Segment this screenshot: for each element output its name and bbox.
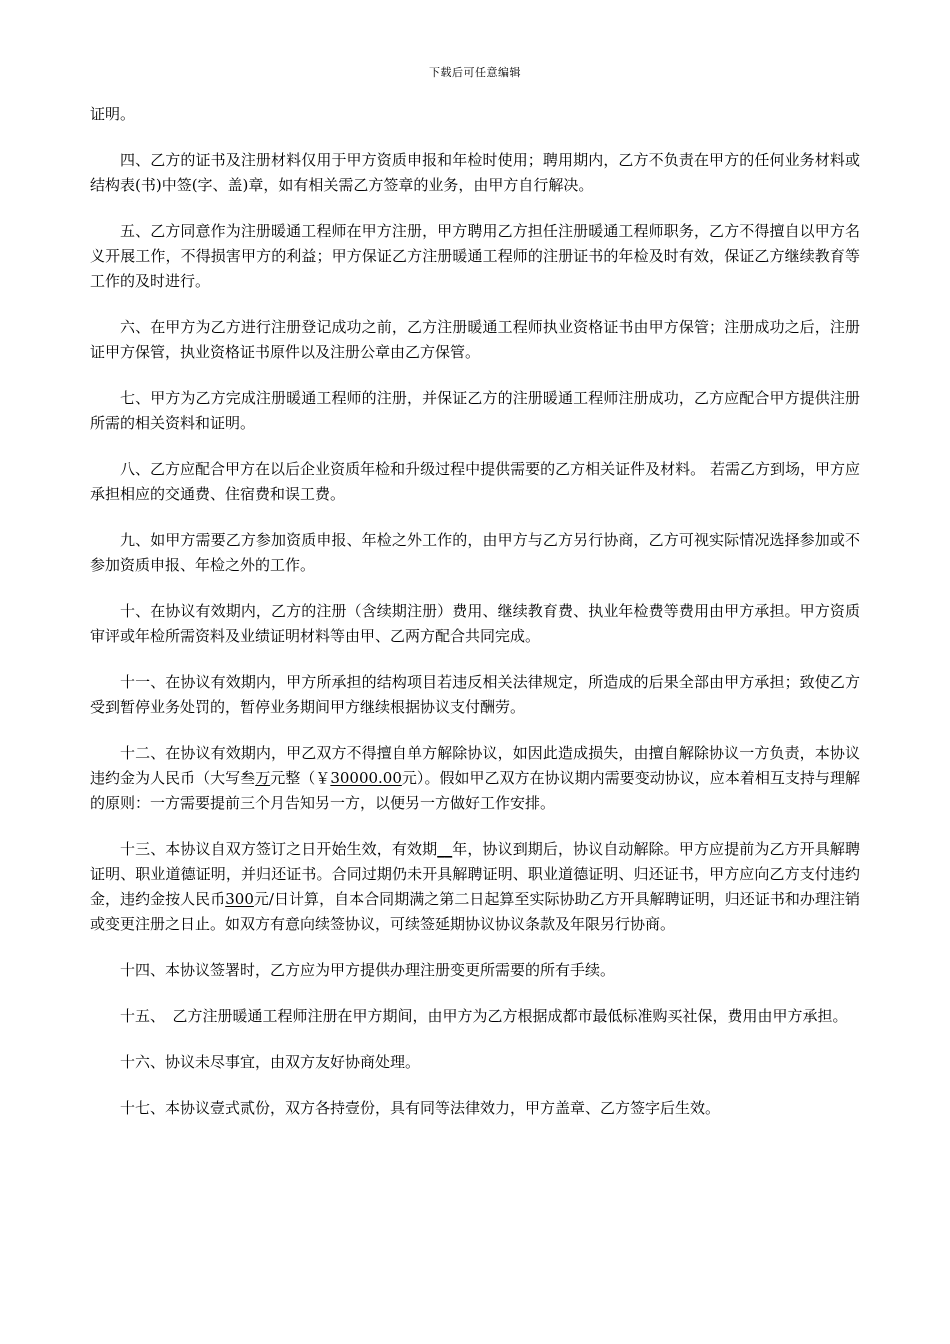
clause-16: 十六、协议未尽事宜，由双方友好协商处理。 <box>120 1053 421 1071</box>
clause-13-text: 年，协议到期后，协议自动解除。甲方应提前为乙方开具解聘证明、职业道德证明，并归还证书。合同过期仍未开具解聘证明、职业道德证明、归还证书，甲方应向乙方支付违约金，违约金按人民币 <box>90 840 860 908</box>
penalty-unit-blank: 万 <box>255 769 271 787</box>
clause-12-text: 元整（￥ <box>270 769 331 787</box>
validity-years-blank: __ <box>437 840 453 858</box>
clause-4: 四、乙方的证书及注册材料仅用于甲方资质申报和年检时使用；聘用期内，乙方不负责在甲方的任何业务材料或结构表(书)中签(字、盖)章，如有相关需乙方签章的业务，由甲方自行解决。 <box>90 151 860 194</box>
paragraph-continuation: 证明。 <box>90 105 136 123</box>
clause-14: 十四、本协议签署时，乙方应为甲方提供办理注册变更所需要的所有手续。 <box>120 961 616 979</box>
page-header: 下载后可任意编辑 <box>429 66 521 79</box>
clause-12-text: 元）。假如甲乙双方在协议期内需要变动协议，应本着相互支持与理解的原则：一方需要提前三个月告知另一方，以便另一方做好工作安排。 <box>90 769 860 812</box>
clause-5: 五、乙方同意作为注册暖通工程师在甲方注册，甲方聘用乙方担任注册暖通工程师职务，乙方不得擅自以甲方名义开展工作，不得损害甲方的利益；甲方保证乙方注册暖通工程师的注册证书的年检及时有效，保证乙方继续教育等工作的及时进行。 <box>90 222 860 290</box>
clause-6: 六、在甲方为乙方进行注册登记成功之前，乙方注册暖通工程师执业资格证书由甲方保管；注册成功之后，注册证甲方保管，执业资格证书原件以及注册公章由乙方保管。 <box>90 318 860 361</box>
clause-13-text: 十三、本协议自双方签订之日开始生效，有效期 <box>120 840 438 858</box>
clause-17: 十七、本协议壹式贰份，双方各持壹份，具有同等法律效力，甲方盖章、乙方签字后生效。 <box>120 1099 721 1117</box>
clause-7: 七、甲方为乙方完成注册暖通工程师的注册，并保证乙方的注册暖通工程师注册成功，乙方应配合甲方提供注册所需的相关资料和证明。 <box>90 389 860 432</box>
daily-penalty-blank: 300 <box>225 890 254 908</box>
clause-12-text: 十二、在协议有效期内，甲乙双方不得擅自单方解除协议，如因此造成损失，由擅自解除协议一方负责，本协议违约金为人民币（大写叁 <box>90 744 860 787</box>
clause-13-text: 元/日计算，自本合同期满之第二日起算至实际协助乙方开具解聘证明，归还证书和办理注销或变更注册之日止。如双方有意向续签协议，可续签延期协议协议条款及年限另行协商。 <box>90 890 860 933</box>
document-body <box>90 102 860 1142</box>
clause-15: 十五、 乙方注册暖通工程师注册在甲方期间，由甲方为乙方根据成都市最低标准购买社保，费用由甲方承担。 <box>120 1007 848 1025</box>
clause-8: 八、乙方应配合甲方在以后企业资质年检和升级过程中提供需要的乙方相关证件及材料。 若需乙方到场，甲方应承担相应的交通费、住宿费和误工费。 <box>90 460 860 503</box>
clause-13 <box>90 837 860 937</box>
clause-12 <box>90 741 860 816</box>
clause-11: 十一、在协议有效期内，甲方所承担的结构项目若违反相关法律规定，所造成的后果全部由甲方承担；致使乙方受到暂停业务处罚的，暂停业务期间甲方继续根据协议支付酬劳。 <box>90 673 860 716</box>
penalty-amount-blank: 30000.00 <box>330 769 402 787</box>
clause-9: 九、如甲方需要乙方参加资质申报、年检之外工作的，由甲方与乙方另行协商，乙方可视实际情况选择参加或不参加资质申报、年检之外的工作。 <box>90 531 860 574</box>
clause-10: 十、在协议有效期内，乙方的注册（含续期注册）费用、继续教育费、执业年检费等费用由甲方承担。甲方资质审评或年检所需资料及业绩证明材料等由甲、乙两方配合共同完成。 <box>90 602 860 645</box>
